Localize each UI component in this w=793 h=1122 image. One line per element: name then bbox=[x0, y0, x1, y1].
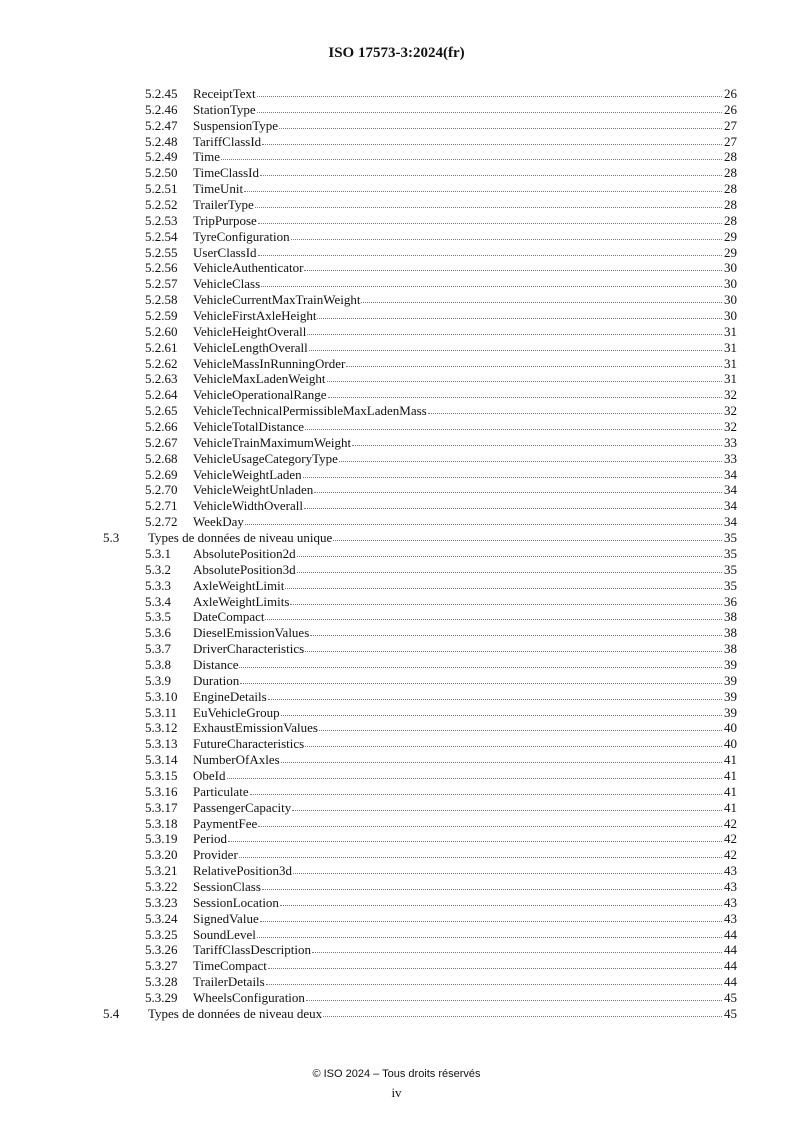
toc-entry-title: EuVehicleGroup bbox=[193, 704, 280, 720]
toc-entry-title: SuspensionType bbox=[193, 117, 279, 133]
toc-entry-title: ExhaustEmissionValues bbox=[193, 720, 318, 736]
toc-entry-number: 5.2.55 bbox=[145, 244, 178, 260]
toc-entry-number: 5.2.67 bbox=[145, 434, 178, 450]
toc-entry-page: 32 bbox=[724, 403, 737, 419]
dot-leader bbox=[352, 435, 722, 446]
toc-entry-number: 5.2.71 bbox=[145, 498, 178, 514]
toc-entry-page: 39 bbox=[724, 688, 737, 704]
toc-entry-title: VehicleMassInRunningOrder bbox=[193, 355, 346, 371]
toc-entry-title: SoundLevel bbox=[193, 926, 256, 942]
toc-entry[interactable] bbox=[103, 578, 737, 594]
toc-entry-number: 5.2.49 bbox=[145, 149, 178, 165]
toc-entry[interactable] bbox=[103, 467, 737, 483]
toc-entry-number: 5.3.22 bbox=[145, 878, 178, 894]
toc-entry-title: WeekDay bbox=[193, 514, 244, 530]
toc-entry-number: 5.3.4 bbox=[145, 593, 171, 609]
toc-entry-title: TrailerType bbox=[193, 197, 254, 213]
copyright-footer: © ISO 2024 – Tous droits réservés bbox=[312, 1068, 481, 1080]
toc-entry[interactable] bbox=[103, 990, 737, 1006]
toc-entry[interactable] bbox=[103, 482, 737, 498]
toc-entry-title: TimeCompact bbox=[193, 958, 267, 974]
toc-entry[interactable] bbox=[103, 498, 737, 514]
dot-leader bbox=[317, 308, 722, 319]
toc-entry-number: 5.3.14 bbox=[145, 752, 178, 768]
toc-entry-page: 39 bbox=[724, 672, 737, 688]
toc-entry[interactable] bbox=[103, 594, 737, 610]
toc-entry-number: 5.2.68 bbox=[145, 450, 178, 466]
toc-entry[interactable] bbox=[103, 419, 737, 435]
dot-leader bbox=[312, 942, 722, 953]
dot-leader bbox=[305, 419, 722, 430]
dot-leader bbox=[319, 720, 722, 731]
dot-leader bbox=[262, 879, 722, 890]
toc-entry-page: 35 bbox=[724, 545, 737, 561]
toc-entry[interactable] bbox=[103, 625, 737, 641]
toc-entry[interactable] bbox=[103, 816, 737, 832]
dot-leader bbox=[361, 292, 722, 303]
dot-leader bbox=[268, 689, 722, 700]
toc-entry[interactable] bbox=[103, 942, 737, 958]
toc-section-entry[interactable] bbox=[103, 530, 737, 546]
toc-entry-page: 28 bbox=[724, 149, 737, 165]
dot-leader bbox=[428, 403, 722, 414]
toc-entry-page: 30 bbox=[724, 292, 737, 308]
toc-entry-page: 42 bbox=[724, 847, 737, 863]
toc-entry-page: 33 bbox=[724, 434, 737, 450]
toc-entry-title: VehicleWidthOverall bbox=[193, 498, 303, 514]
toc-entry-page: 38 bbox=[724, 625, 737, 641]
toc-entry-title: Particulate bbox=[193, 783, 249, 799]
toc-entry[interactable] bbox=[103, 387, 737, 403]
toc-entry[interactable] bbox=[103, 705, 737, 721]
toc-entry-number: 5.2.65 bbox=[145, 403, 178, 419]
toc-entry-title: VehicleClass bbox=[193, 276, 261, 292]
toc-entry-page: 41 bbox=[724, 752, 737, 768]
toc-entry-number: 5.2.61 bbox=[145, 339, 178, 355]
toc-entry-title: VehicleTrainMaximumWeight bbox=[193, 434, 352, 450]
toc-entry[interactable] bbox=[103, 546, 737, 562]
toc-entry-number: 5.3.8 bbox=[145, 656, 171, 672]
toc-entry[interactable] bbox=[103, 768, 737, 784]
toc-entry-page: 30 bbox=[724, 276, 737, 292]
toc-entry-title: DateCompact bbox=[193, 609, 265, 625]
dot-leader bbox=[258, 213, 722, 224]
toc-entry-title: VehicleMaxLadenWeight bbox=[193, 371, 326, 387]
toc-entry[interactable] bbox=[103, 340, 737, 356]
toc-entry-title: Period bbox=[193, 831, 227, 847]
dot-leader bbox=[262, 134, 722, 145]
toc-entry-page: 35 bbox=[724, 530, 737, 546]
dot-leader bbox=[281, 752, 722, 763]
toc-entry[interactable] bbox=[103, 958, 737, 974]
toc-entry-number: 5.2.45 bbox=[145, 86, 178, 101]
toc-entry-number: 5.2.50 bbox=[145, 165, 178, 181]
toc-entry-title: AbsolutePosition2d bbox=[193, 545, 296, 561]
toc-entry-page: 35 bbox=[724, 561, 737, 577]
toc-entry-number: 5.2.64 bbox=[145, 387, 178, 403]
toc-entry-number: 5.2.48 bbox=[145, 133, 178, 149]
dot-leader bbox=[239, 657, 722, 668]
toc-entry-number: 5.3.3 bbox=[145, 577, 171, 593]
dot-leader bbox=[292, 800, 722, 811]
toc-entry[interactable] bbox=[103, 356, 737, 372]
toc-entry-page: 43 bbox=[724, 894, 737, 910]
toc-entry[interactable] bbox=[103, 689, 737, 705]
dot-leader bbox=[257, 927, 722, 938]
dot-leader bbox=[290, 594, 722, 605]
toc-entry-title: VehicleTechnicalPermissibleMaxLadenMass bbox=[193, 403, 427, 419]
dot-leader bbox=[339, 451, 722, 462]
toc-entry-number: 5.3.10 bbox=[145, 688, 178, 704]
toc-section-entry[interactable] bbox=[103, 1006, 737, 1022]
dot-leader bbox=[281, 705, 722, 716]
toc-entry-page: 28 bbox=[724, 212, 737, 228]
toc-entry[interactable] bbox=[103, 292, 737, 308]
toc-entry-page: 44 bbox=[724, 942, 737, 958]
toc-entry-page: 38 bbox=[724, 609, 737, 625]
dot-leader bbox=[266, 974, 722, 985]
toc-entry[interactable] bbox=[103, 213, 737, 229]
dot-leader bbox=[310, 625, 722, 636]
toc-entry-page: 34 bbox=[724, 498, 737, 514]
toc-entry[interactable] bbox=[103, 800, 737, 816]
toc-entry-number: 5.2.46 bbox=[145, 101, 178, 117]
toc-entry-title: TariffClassId bbox=[193, 133, 262, 149]
toc-entry-number: 5.3.24 bbox=[145, 910, 178, 926]
toc-entry-number: 5.2.52 bbox=[145, 197, 178, 213]
toc-entry-title: Types de données de niveau deux bbox=[148, 1005, 323, 1021]
dot-leader bbox=[314, 482, 722, 493]
toc-entry-number: 5.3.7 bbox=[145, 641, 171, 657]
dot-leader bbox=[221, 149, 722, 160]
toc-entry[interactable] bbox=[103, 562, 737, 578]
dot-leader bbox=[260, 911, 722, 922]
dot-leader bbox=[257, 102, 722, 113]
toc-entry[interactable] bbox=[103, 118, 737, 134]
toc-entry-title: VehicleOperationalRange bbox=[193, 387, 327, 403]
toc-entry-title: FutureCharacteristics bbox=[193, 736, 305, 752]
toc-entry-title: SessionClass bbox=[193, 878, 261, 894]
toc-entry-title: Distance bbox=[193, 656, 239, 672]
toc-entry-number: 5.2.53 bbox=[145, 212, 178, 228]
toc-entry-title: TimeClassId bbox=[193, 165, 259, 181]
toc-entry-number: 5.3.17 bbox=[145, 799, 178, 815]
toc-entry[interactable] bbox=[103, 720, 737, 736]
toc-entry-page: 31 bbox=[724, 371, 737, 387]
toc-entry-number: 5.3.11 bbox=[145, 704, 178, 720]
dot-leader bbox=[265, 609, 722, 620]
toc-entry-page: 40 bbox=[724, 736, 737, 752]
toc-entry-page: 27 bbox=[724, 133, 737, 149]
toc-entry-title: TyreConfiguration bbox=[193, 228, 290, 244]
dot-leader bbox=[327, 371, 722, 382]
toc-entry-page: 30 bbox=[724, 260, 737, 276]
toc-entry[interactable] bbox=[103, 784, 737, 800]
dot-leader bbox=[260, 165, 722, 176]
toc-entry-page: 44 bbox=[724, 926, 737, 942]
toc-entry-title: NumberOfAxles bbox=[193, 752, 280, 768]
dot-leader bbox=[297, 546, 722, 557]
toc-entry-page: 31 bbox=[724, 339, 737, 355]
toc-entry-title: TripPurpose bbox=[193, 212, 257, 228]
toc-entry-page: 45 bbox=[724, 1005, 737, 1021]
toc-entry-page: 26 bbox=[724, 101, 737, 117]
dot-leader bbox=[257, 86, 722, 97]
toc-entry-page: 43 bbox=[724, 863, 737, 879]
toc-entry-number: 5.2.63 bbox=[145, 371, 178, 387]
toc-entry-title: Time bbox=[193, 149, 220, 165]
toc-entry-number: 5.3.9 bbox=[145, 672, 171, 688]
toc-entry[interactable] bbox=[103, 165, 737, 181]
toc-entry-number: 5.2.57 bbox=[145, 276, 178, 292]
toc-entry-number: 5.2.70 bbox=[145, 482, 178, 498]
dot-leader bbox=[268, 958, 722, 969]
toc-entry-page: 34 bbox=[724, 482, 737, 498]
document-header: ISO 17573-3:2024(fr) bbox=[328, 45, 465, 61]
toc-entry-number: 5.2.62 bbox=[145, 355, 178, 371]
dot-leader bbox=[228, 831, 722, 842]
dot-leader bbox=[239, 847, 722, 858]
toc-entry-number: 5.3.25 bbox=[145, 926, 178, 942]
toc-entry[interactable] bbox=[103, 371, 737, 387]
toc-entry-page: 39 bbox=[724, 704, 737, 720]
toc-entry-title: Types de données de niveau unique bbox=[148, 530, 333, 546]
toc-entry-number: 5.3.15 bbox=[145, 767, 178, 783]
toc-entry-number: 5.3.6 bbox=[145, 625, 171, 641]
toc-entry-number: 5.3.12 bbox=[145, 720, 178, 736]
dot-leader bbox=[245, 514, 722, 525]
toc-entry-page: 34 bbox=[724, 466, 737, 482]
toc-entry-title: StationType bbox=[193, 101, 256, 117]
toc-entry-title: AxleWeightLimit bbox=[193, 577, 285, 593]
dot-leader bbox=[306, 990, 722, 1001]
toc-entry-page: 36 bbox=[724, 593, 737, 609]
toc-entry-page: 29 bbox=[724, 228, 737, 244]
toc-entry-page: 38 bbox=[724, 641, 737, 657]
toc-entry-page: 41 bbox=[724, 767, 737, 783]
table-of-contents bbox=[103, 86, 737, 1022]
toc-entry-title: SessionLocation bbox=[193, 894, 279, 910]
toc-entry-number: 5.3.27 bbox=[145, 958, 178, 974]
toc-entry-title: VehicleAuthenticator bbox=[193, 260, 304, 276]
toc-entry-title: RelativePosition3d bbox=[193, 863, 292, 879]
dot-leader bbox=[250, 784, 722, 795]
toc-entry-number: 5.3.26 bbox=[145, 942, 178, 958]
dot-leader bbox=[307, 324, 722, 335]
toc-entry-page: 43 bbox=[724, 910, 737, 926]
dot-leader bbox=[304, 260, 722, 271]
toc-entry[interactable] bbox=[103, 276, 737, 292]
dot-leader bbox=[323, 1006, 722, 1017]
toc-entry-page: 43 bbox=[724, 878, 737, 894]
toc-entry-title: SignedValue bbox=[193, 910, 259, 926]
toc-entry-number: 5.3 bbox=[103, 530, 120, 546]
dot-leader bbox=[293, 863, 722, 874]
toc-entry-number: 5.2.60 bbox=[145, 323, 178, 339]
toc-entry-page: 41 bbox=[724, 783, 737, 799]
toc-entry[interactable] bbox=[103, 863, 737, 879]
toc-entry[interactable] bbox=[103, 134, 737, 150]
toc-entry[interactable] bbox=[103, 324, 737, 340]
toc-entry-page: 31 bbox=[724, 355, 737, 371]
toc-entry[interactable] bbox=[103, 308, 737, 324]
toc-entry-page: 44 bbox=[724, 958, 737, 974]
toc-entry-title: PaymentFee bbox=[193, 815, 258, 831]
toc-entry[interactable] bbox=[103, 403, 737, 419]
toc-entry-number: 5.2.58 bbox=[145, 292, 178, 308]
toc-entry-title: Provider bbox=[193, 847, 238, 863]
toc-entry[interactable] bbox=[103, 149, 737, 165]
dot-leader bbox=[309, 340, 722, 351]
dot-leader bbox=[328, 387, 722, 398]
toc-entry-page: 32 bbox=[724, 419, 737, 435]
toc-entry-number: 5.2.59 bbox=[145, 308, 178, 324]
toc-entry-page: 29 bbox=[724, 244, 737, 260]
toc-entry-title: TrailerDetails bbox=[193, 974, 265, 990]
toc-entry-page: 34 bbox=[724, 514, 737, 530]
toc-entry-title: TariffClassDescription bbox=[193, 942, 311, 958]
toc-entry-title: UserClassId bbox=[193, 244, 257, 260]
toc-entry-title: VehicleLengthOverall bbox=[193, 339, 308, 355]
toc-entry-page: 39 bbox=[724, 656, 737, 672]
toc-entry[interactable] bbox=[103, 974, 737, 990]
toc-entry-number: 5.3.21 bbox=[145, 863, 178, 879]
toc-entry-page: 33 bbox=[724, 450, 737, 466]
toc-entry-number: 5.3.23 bbox=[145, 894, 178, 910]
dot-leader bbox=[285, 578, 722, 589]
toc-entry-number: 5.3.13 bbox=[145, 736, 178, 752]
toc-entry-number: 5.3.19 bbox=[145, 831, 178, 847]
toc-entry-number: 5.2.69 bbox=[145, 466, 178, 482]
dot-leader bbox=[227, 768, 723, 779]
toc-entry-number: 5.2.51 bbox=[145, 181, 178, 197]
toc-entry-number: 5.3.2 bbox=[145, 561, 171, 577]
toc-entry-number: 5.3.29 bbox=[145, 989, 178, 1005]
toc-entry-title: VehicleCurrentMaxTrainWeight bbox=[193, 292, 361, 308]
toc-entry-title: VehicleTotalDistance bbox=[193, 419, 304, 435]
toc-entry-page: 30 bbox=[724, 308, 737, 324]
toc-entry-page: 44 bbox=[724, 974, 737, 990]
toc-entry-number: 5.3.20 bbox=[145, 847, 178, 863]
toc-entry[interactable] bbox=[103, 927, 737, 943]
toc-entry-page: 42 bbox=[724, 815, 737, 831]
dot-leader bbox=[297, 562, 722, 573]
dot-leader bbox=[258, 816, 722, 827]
toc-entry[interactable] bbox=[103, 847, 737, 863]
toc-entry-title: DriverCharacteristics bbox=[193, 641, 305, 657]
toc-entry[interactable] bbox=[103, 181, 737, 197]
toc-entry[interactable] bbox=[103, 831, 737, 847]
toc-entry-page: 28 bbox=[724, 181, 737, 197]
dot-leader bbox=[240, 673, 722, 684]
toc-entry[interactable] bbox=[103, 451, 737, 467]
toc-entry-number: 5.2.72 bbox=[145, 514, 178, 530]
toc-entry-title: DieselEmissionValues bbox=[193, 625, 310, 641]
toc-entry-page: 35 bbox=[724, 577, 737, 593]
toc-entry-number: 5.2.66 bbox=[145, 419, 178, 435]
toc-entry-number: 5.2.54 bbox=[145, 228, 178, 244]
dot-leader bbox=[346, 356, 722, 367]
toc-entry-page: 45 bbox=[724, 989, 737, 1005]
dot-leader bbox=[305, 641, 722, 652]
toc-entry-page: 41 bbox=[724, 799, 737, 815]
toc-entry-number: 5.2.47 bbox=[145, 117, 178, 133]
dot-leader bbox=[333, 530, 722, 541]
toc-entry-number: 5.3.1 bbox=[145, 545, 171, 561]
toc-entry-page: 32 bbox=[724, 387, 737, 403]
toc-entry-page: 31 bbox=[724, 323, 737, 339]
dot-leader bbox=[261, 276, 722, 287]
page-number: iv bbox=[391, 1085, 402, 1100]
dot-leader bbox=[305, 736, 722, 747]
toc-entry-page: 28 bbox=[724, 165, 737, 181]
toc-entry-title: VehicleWeightUnladen bbox=[193, 482, 314, 498]
toc-entry-page: 27 bbox=[724, 117, 737, 133]
toc-entry-number: 5.3.16 bbox=[145, 783, 178, 799]
toc-entry[interactable] bbox=[103, 197, 737, 213]
dot-leader bbox=[244, 181, 722, 192]
toc-entry-title: VehicleHeightOverall bbox=[193, 323, 307, 339]
toc-entry[interactable] bbox=[103, 879, 737, 895]
toc-entry[interactable] bbox=[103, 260, 737, 276]
toc-entry[interactable] bbox=[103, 609, 737, 625]
toc-entry-title: Duration bbox=[193, 672, 240, 688]
toc-entry-title: VehicleWeightLaden bbox=[193, 466, 302, 482]
toc-entry-title: ReceiptText bbox=[193, 86, 256, 101]
dot-leader bbox=[303, 467, 722, 478]
dot-leader bbox=[255, 197, 722, 208]
toc-entry-title: WheelsConfiguration bbox=[193, 989, 305, 1005]
dot-leader bbox=[280, 895, 722, 906]
toc-entry[interactable] bbox=[103, 641, 737, 657]
toc-entry[interactable] bbox=[103, 102, 737, 118]
toc-entry-number: 5.3.5 bbox=[145, 609, 171, 625]
toc-entry[interactable] bbox=[103, 245, 737, 261]
toc-entry-title: ObeId bbox=[193, 767, 226, 783]
dot-leader bbox=[304, 498, 722, 509]
toc-entry-title: VehicleUsageCategoryType bbox=[193, 450, 338, 466]
toc-entry-title: AxleWeightLimits bbox=[193, 593, 290, 609]
toc-entry-title: PassengerCapacity bbox=[193, 799, 292, 815]
toc-entry-number: 5.2.56 bbox=[145, 260, 178, 276]
toc-entry-page: 42 bbox=[724, 831, 737, 847]
toc-entry-title: EngineDetails bbox=[193, 688, 267, 704]
toc-entry[interactable] bbox=[103, 895, 737, 911]
toc-entry-page: 28 bbox=[724, 197, 737, 213]
toc-entry-number: 5.4 bbox=[103, 1005, 120, 1021]
toc-entry[interactable] bbox=[103, 514, 737, 530]
toc-entry[interactable] bbox=[103, 86, 737, 102]
toc-entry-title: VehicleFirstAxleHeight bbox=[193, 308, 317, 324]
toc-entry-title: TimeUnit bbox=[193, 181, 244, 197]
toc-entry[interactable] bbox=[103, 752, 737, 768]
toc-entry[interactable] bbox=[103, 911, 737, 927]
toc-entry[interactable] bbox=[103, 657, 737, 673]
toc-entry[interactable] bbox=[103, 229, 737, 245]
dot-leader bbox=[291, 229, 722, 240]
toc-entry-number: 5.3.28 bbox=[145, 974, 178, 990]
toc-entry-page: 26 bbox=[724, 86, 737, 101]
toc-entry-page: 40 bbox=[724, 720, 737, 736]
dot-leader bbox=[279, 118, 722, 129]
toc-entry[interactable] bbox=[103, 435, 737, 451]
toc-entry-number: 5.3.18 bbox=[145, 815, 178, 831]
toc-entry[interactable] bbox=[103, 673, 737, 689]
toc-entry-title: AbsolutePosition3d bbox=[193, 561, 296, 577]
toc-entry[interactable] bbox=[103, 736, 737, 752]
dot-leader bbox=[258, 245, 722, 256]
